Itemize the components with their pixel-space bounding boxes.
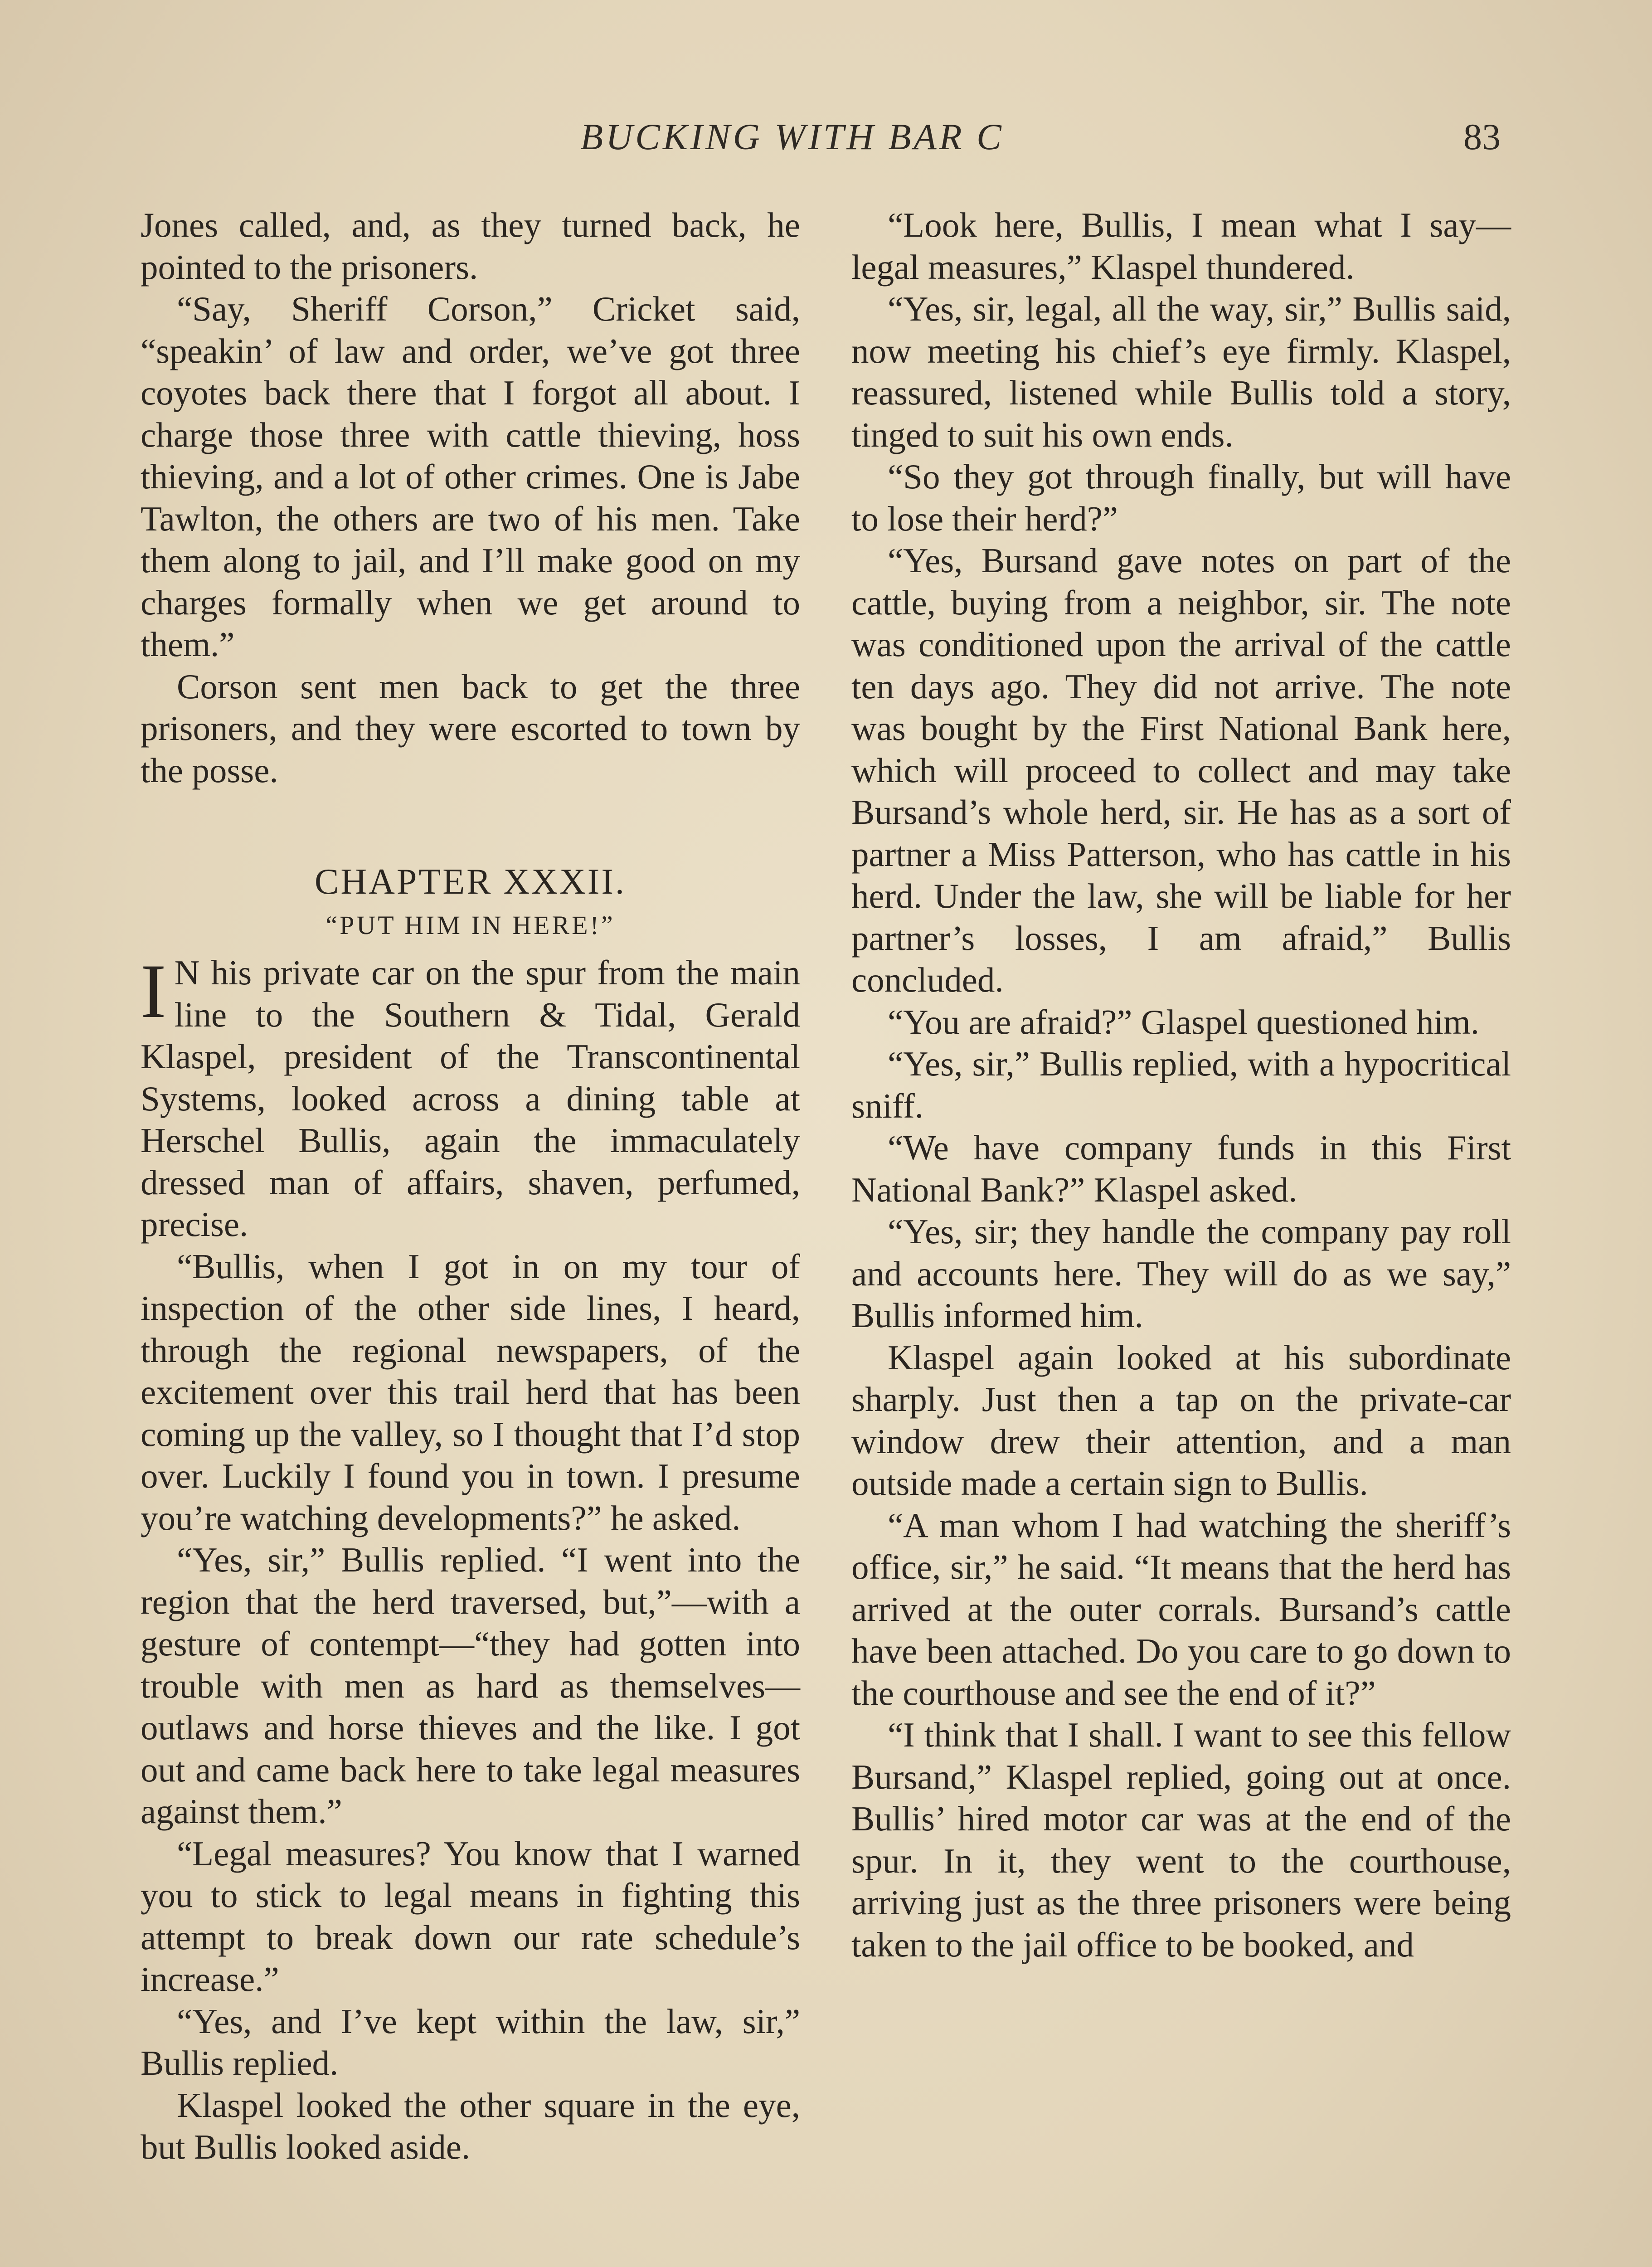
paragraph: “Bullis, when I got in on my tour of inspection of the other side lines, I heard, through the regional newspapers, of the excitement over this trail herd that has been coming up the valley, so I thought that I’d stop over. Luckily I found you in town. I presume you’re watching developments?” he asked. [141, 1246, 800, 1537]
chapter-subtitle: “PUT HIM IN HERE!” [326, 910, 615, 940]
paragraph: Jones called, and, as they turned back, he pointed to the prisoners. [141, 205, 800, 287]
chapter-opening-paragraph [141, 949, 800, 1245]
paragraph: “Yes, sir,” Bullis replied, with a hypocritical sniff. [851, 1044, 1511, 1125]
paragraph: “I think that I shall. I want to see this fellow Bursand,” Klaspel replied, going out at once. Bullis’ hired motor car was at the end of the spur. In it, they went to the courthouse, arriving just as the three prisoners were being taken to the jail office to be booked, and [851, 1715, 1511, 1964]
paragraph: “So they got through finally, but will have to lose their herd?” [851, 457, 1511, 538]
paragraph: “Yes, sir,” Bullis replied. “I went into the region that the herd traversed, but,”—with a gesture of contempt—“they had gotten into trouble with men as hard as themselves—outlaws and horse thieves and the like. I got out and came back here to take legal measures against them.” [141, 1540, 800, 1831]
paragraph: Corson sent men back to get the three prisoners, and they were escorted to town by the posse. [141, 666, 800, 790]
paragraph: “Legal measures? You know that I warned you to stick to legal means in fighting this attempt to break down our rate schedule’s increase.” [141, 1834, 800, 1999]
chapter-heading: CHAPTER XXXII. [314, 862, 627, 902]
paragraph: “Yes, sir; they handle the company pay roll and accounts here. They will do as we say,” Bullis informed him. [851, 1212, 1511, 1335]
opening-text: N his private car on the spur from the main line to the Southern & Tidal, Gerald Klaspel, president of the Transcontinental Systems, looked across a dining table at Herschel Bullis, again the immaculately dressed man of affairs, shaven, perfumed, precise. [141, 953, 800, 1244]
paragraph: “Look here, Bullis, I mean what I say—legal measures,” Klaspel thundered. [851, 205, 1511, 287]
paragraph: “Say, Sheriff Corson,” Cricket said, “speakin’ of law and order, we’ve got three coyotes back there that I forgot all about. I charge those three with cattle thieving, hoss thieving, and a lot of other crimes. One is Jabe Tawlton, the others are two of his men. Take them along to jail, and I’ll make good on my charges formally when we get around to them.” [141, 289, 800, 664]
drop-cap: I [141, 949, 166, 1034]
paragraph: Klaspel again looked at his subordinate sharply. Just then a tap on the private-car window drew their attention, and a man outside made a certain sign to Bullis. [851, 1338, 1511, 1503]
page-header [0, 116, 1652, 170]
running-title: BUCKING WITH BAR C [580, 116, 1004, 157]
paragraph: “We have company funds in this First National Bank?” Klaspel asked. [851, 1128, 1511, 1209]
page-number: 83 [1463, 116, 1501, 157]
left-column [141, 204, 800, 2168]
paragraph: “Yes, sir, legal, all the way, sir,” Bullis said, now meeting his chief’s eye firmly. Klaspel, reassured, listened while Bullis told a story, tinged to suit his own ends. [851, 289, 1511, 454]
paragraph: “A man whom I had watching the sheriff’s office, sir,” he said. “It means that the herd has arrived at the outer corrals. Bursand’s cattle have been attached. Do you care to go down to the courthouse and see the end of it?” [851, 1505, 1511, 1712]
paragraph: “Yes, and I’ve kept within the law, sir,” Bullis replied. [141, 2001, 800, 2082]
paragraph: “Yes, Bursand gave notes on part of the cattle, buying from a neighbor, sir. The note was conditioned upon the arrival of the cattle ten days ago. They did not arrive. The note was bought by the First National Bank here, which will proceed to collect and may take Bursand’s whole herd, sir. He has as a sort of partner a Miss Patterson, who has cattle in his herd. Under the law, she will be liable for her partner’s losses, I am afraid,” Bullis concluded. [851, 541, 1511, 999]
right-column [851, 204, 1511, 1965]
paragraph: “You are afraid?” Glaspel questioned him. [888, 1002, 1480, 1041]
paragraph: Klaspel looked the other square in the eye, but Bullis looked aside. [141, 2085, 800, 2166]
